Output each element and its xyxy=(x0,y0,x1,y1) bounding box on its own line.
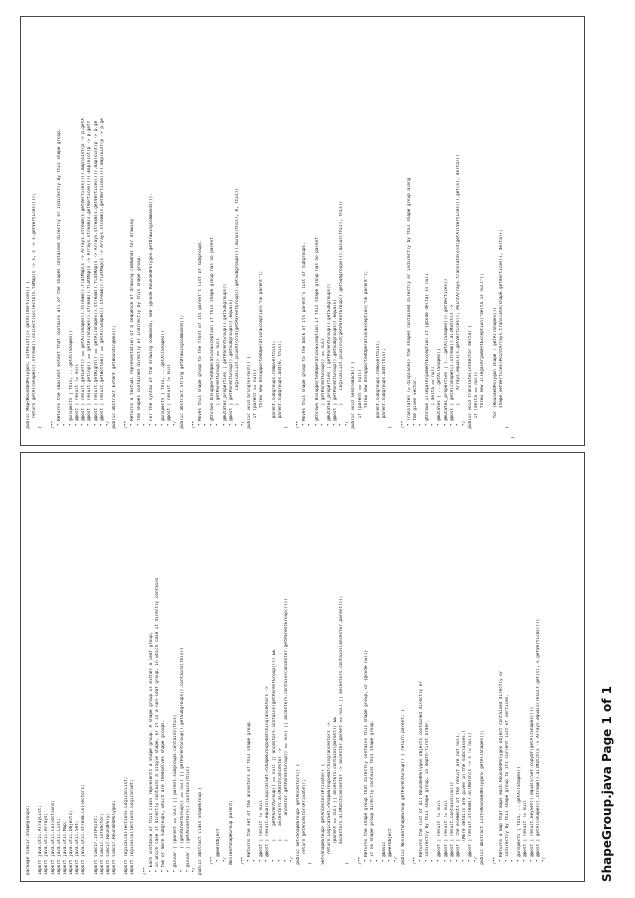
code-line: * indirectly by this shape group, in depth-first order. xyxy=(425,719,431,875)
code-line: import java.util.List; xyxy=(56,818,62,875)
code-line: import simcir.RoundPoly; xyxy=(105,812,111,875)
code-line: */ xyxy=(345,420,351,439)
code-line: import simcir.IntPoint; xyxy=(93,815,99,875)
code-line: parent.subgroups.remove(this); xyxy=(376,340,382,439)
code-line: * | Arrays.equals(s.getVertices(), PointArrays.translate(old(getAllVertices()).get(s), delta))) xyxy=(455,154,461,439)
code-line: } xyxy=(345,862,351,875)
code-line: * @post | result != null xyxy=(443,799,449,875)
code-line: * | getParentGroup() == null xyxy=(320,338,326,439)
code-line: * Returns a map that maps each RoundedPolygon object contained directly or xyxy=(498,670,504,875)
code-line: * Returns a textual representation of a sequence of drawing commands for drawing xyxy=(130,219,136,439)
code-line: import simcir.RoundedPolygon; xyxy=(111,799,117,875)
code-line: * @inspects | this, ...getAllShapes() xyxy=(68,330,74,439)
code-line: public NonleafShapeGroup getParentGroup() { return parent; } xyxy=(400,709,406,875)
code-line: * @post | result.getRight() == getAllShapes().stream().flatMap(s -> Arrays.stream(s.getVertices())).mapToInt(p -> p.ge xyxy=(93,120,99,439)
code-line: public abstract List<RoundedPolygon> getAllShapes(); xyxy=(480,730,486,875)
code-line: /** xyxy=(357,856,363,875)
code-line: } xyxy=(38,426,44,439)
code-line: * @peerObject xyxy=(388,828,394,875)
code-line: import java.util.Arrays; xyxy=(44,812,50,875)
code-line: /** xyxy=(492,856,498,875)
code-line: */ xyxy=(222,856,228,875)
code-line: public abstract Extent getBoundingBox(); xyxy=(111,325,117,439)
code-line: NonleafShapeGroup parent; xyxy=(228,799,234,875)
code-line: * @post | result.stream().allMatch(s -> s != null) xyxy=(468,732,474,875)
code-column-right xyxy=(20,16,585,446)
code-line: * xyxy=(431,859,437,875)
code-line: parent.subgroups.remove(this); xyxy=(271,340,277,439)
code-line: * two or more subgroups, which are themselves shape groups. xyxy=(161,719,167,875)
code-line: for (RoundedPolygon shape : getAllShapes()) xyxy=(492,307,498,439)
code-line: /** xyxy=(124,420,130,439)
code-line: * | (getParentGroup() == null || getParentGroup().getSubgroups().contains(this)) xyxy=(179,647,185,875)
code-line: */ xyxy=(240,420,246,439)
code-line: * @mutates_properties | getParentGroup().getSubgroups() xyxy=(326,283,332,439)
code-line: * xyxy=(154,423,160,439)
code-line: public abstract class ShapeGroup { xyxy=(197,787,203,875)
code-line: } xyxy=(308,862,314,875)
page-header-title: ShapeGroup.java Page 1 of 1 xyxy=(600,685,614,882)
code-line: * if no shape group directly contains this shape group. xyxy=(369,719,375,875)
code-line: * in which case it directly contains a single shape, or it is a non-leaf group, in which case it directly contains xyxy=(154,577,160,875)
code-line: * the given vector. xyxy=(412,376,418,439)
code-line: * (More details are given in the subclasses.) xyxy=(461,730,467,875)
code-line: import logicalcollections.LogicalList; xyxy=(124,776,130,875)
code-line: import java.util.ArrayList; xyxy=(38,805,44,875)
code-line: if (parent == null) xyxy=(357,369,363,439)
code-line: /** xyxy=(412,856,418,875)
code-line: /** xyxy=(296,420,302,439)
code-line: * | LogicalList.plus(old(getParentGroup().getSubgroups()).minus(this), this)) xyxy=(339,201,345,439)
code-line: * For the syntax of the drawing commands, see {@code RoundedPolygon.getDrawingCommands()}. xyxy=(148,193,154,439)
code-line: * xyxy=(308,423,314,439)
code-line: * | LogicalList.plusAt(old(getParentGroup().getSubgroups()).minus(this), 0, this)) xyxy=(234,188,240,439)
code-line: return LogicalSet.<ShapeGroup>matching(ancestors -> xyxy=(326,722,332,875)
code-line: /** xyxy=(142,867,148,875)
code-line: * xyxy=(204,423,210,439)
code-line: */ xyxy=(173,420,179,439)
code-line: * @post | getParentGroup().getSubgroups().equals( xyxy=(333,299,339,439)
code-line: * @throws UnsupportedOperationException if this shape group has no parent xyxy=(210,237,216,439)
code-line: * @inspects | this, ...getAllShapes() xyxy=(517,766,523,875)
code-line: * | getParentGroup() == null xyxy=(216,338,222,439)
code-column-left xyxy=(20,452,585,882)
code-line: * | ancestors.allMatch(ancestor -> xyxy=(277,748,283,875)
code-line: if (parent == null) xyxy=(253,369,259,439)
code-line: shape.setVertices(PointArrays.translate(shape.getVertices(), delta)); xyxy=(498,229,504,439)
code-line: * @peerObject xyxy=(216,828,222,875)
code-line: * @inspects | this, ...getAllShapes() xyxy=(161,330,167,439)
code-line: * @mutates_properties | (...getAllShapes()).getVertices() xyxy=(443,278,449,439)
code-line: * Translates (= displaces) the shapes contained directly or indirectly by this shape group along xyxy=(406,177,412,439)
code-line: import java.util.Map; xyxy=(62,820,68,875)
code-line: * Returns the list of all RoundedPolygon objects contained directly or xyxy=(419,680,424,875)
code-line: /** xyxy=(400,420,406,439)
code-line: package simcir.shapegroups; xyxy=(26,805,31,875)
code-line: * @post | result != null xyxy=(437,799,443,875)
code-line: * @post | The elements of the result are not null. xyxy=(455,732,461,875)
code-line: */ xyxy=(191,867,197,875)
code-line: * @post | result != null xyxy=(259,799,265,875)
code-line: * Each instance of this class represents a shape group. A shape group is either a leaf group, xyxy=(148,631,154,875)
code-line: public void bringToFront() { xyxy=(247,356,253,439)
code-line: throw new IllegalArgumentException("delta is null"); xyxy=(480,273,486,439)
code-line: * @post | result.keySet().equals(Set.copyOf(getAllShapes())) xyxy=(529,706,535,875)
code-line: /** xyxy=(210,856,216,875)
code-line: * the shapes contained directly or indirectly by this shape group. xyxy=(136,255,142,439)
code-line: public abstract String getDrawingCommands(); xyxy=(179,314,185,439)
code-line: * Moves this shape group to the back of its parent's list of subgroups. xyxy=(302,242,308,439)
code-line: * @invar | (getAncestors().contains(this) xyxy=(185,766,191,875)
code-line: parent.subgroups.add(this); xyxy=(382,348,388,439)
code-line: import java.util.stream.Collectors; xyxy=(81,784,87,875)
code-line: * xyxy=(253,859,259,875)
code-line: * Returns the shape group that directly contains this shape group, or {@code null} xyxy=(363,649,369,875)
code-line: */ xyxy=(541,856,547,875)
code-line: return getAncestorsPrivate(); xyxy=(302,779,308,875)
code-line: * @post | result != null xyxy=(167,363,173,439)
code-line: public Set<ShapeGroup> getAncestors() { xyxy=(296,763,302,875)
code-line: */ xyxy=(461,420,467,439)
code-line: * @post | result != null xyxy=(75,363,81,439)
code-line: * @post | result.equals(LogicalSet.<ShapeGroup>matching(ancestors -> xyxy=(265,686,271,875)
code-line: * xyxy=(167,869,173,875)
code-line: public void sendToBack() { xyxy=(351,361,357,439)
code-line: import java.util.Objects; xyxy=(68,810,74,875)
code-line: * xyxy=(511,859,517,875)
code-line: * xyxy=(419,423,424,439)
code-line: * xyxy=(142,423,148,439)
code-line: * @post | result != null xyxy=(523,799,529,875)
code-line: throw new UnsupportedOperationException("no parent"); xyxy=(363,270,369,439)
code-line: */ xyxy=(394,856,400,875)
code-line: * @throws UnsupportedOperationException if this shape group has no parent xyxy=(314,237,320,439)
code-line: * @post | result.getBottom() == getAllShapes().stream().flatMap(s -> Arrays.stream(s.getVertices())).mapToInt(p -> p.ge xyxy=(99,118,105,439)
code-line: Set<ShapeGroup> getAncestorsPrivate() { xyxy=(320,763,326,875)
code-line: * @post | getAllShapes().stream().allMatch(s -> Arrays.equals(result.get(s), s.getVertices())) xyxy=(535,618,541,875)
code-line: } xyxy=(388,426,394,439)
code-line: import simcir.IntVector; xyxy=(99,812,105,875)
code-line: public void translate(IntVector delta) { xyxy=(468,325,474,439)
code-line: * Moves this shape group to the front of its parent's list of subgroups. xyxy=(197,239,203,439)
code-line: * @post | result.getLeft() == getAllShapes().stream().flatMap(s -> Arrays.stream(s.getVertices())).mapToInt(p -> p.getX xyxy=(81,118,87,439)
code-line: /** xyxy=(50,420,56,439)
code-line: import java.util.Set; xyxy=(75,820,81,875)
code-line: * @post | result.getTop() == getAllShapes().stream().flatMap(s -> Arrays.stream(s.getVertices())).mapToInt(p -> p.getY xyxy=(87,120,93,439)
code-line: * indirectly by this shape group to its current list of vertices. xyxy=(504,693,510,875)
code-line: */ xyxy=(290,856,296,875)
code-line: ancestors.allMatch(ancestor -> ancestor.parent == null || ancestors.contains(ancestor.parent))); xyxy=(339,595,345,875)
code-line: } xyxy=(283,426,289,439)
code-line: /** xyxy=(191,420,197,439)
code-line: * Returns the set of the ancestors of this shape group. xyxy=(247,719,253,875)
code-line: * | getParentGroup() == null || ancestors.contains(getParentGroup())) && xyxy=(271,649,277,875)
code-line: */ xyxy=(105,420,111,439)
code-line: * xyxy=(62,423,68,439)
code-line: public Map<RoundedPolygon, IntPoint[]> getAllVertices() { xyxy=(26,281,31,439)
code-line: parent.subgroups.add(0, this); xyxy=(277,340,283,439)
code-line: * @mutates | ...getAllShapes() xyxy=(437,348,443,439)
code-line: } xyxy=(504,426,510,439)
code-line: * @invar | (parent == null || parent.subgroups.contains(this) xyxy=(173,714,179,875)
code-line: * | delta == null xyxy=(431,366,437,439)
code-line: * @throws IllegalArgumentException if {@code delta} is null xyxy=(425,273,431,439)
code-line: */ xyxy=(474,856,480,875)
code-line: * @post | result.contains(null) xyxy=(449,781,455,875)
code-line: throw new UnsupportedOperationException("no parent"); xyxy=(259,270,265,439)
code-line: if (delta == null) xyxy=(474,371,480,439)
code-line: (parent == null || ancestors.contains(parent)) && xyxy=(333,717,339,875)
code-line: * Returns the smallest extent that contains all of the shapes contained directly or indirectly by this shape group. xyxy=(56,128,62,439)
code-line: import java.util.Collections; xyxy=(50,799,56,875)
code-line: * @basic xyxy=(382,841,388,875)
code-line: /** xyxy=(240,856,246,875)
code-line: * | ancestor.getParentGroup() == null || ancestors.contains(ancestor.getParentGroup()))) xyxy=(283,598,289,875)
code-line: import logicalcollections.LogicalSet; xyxy=(130,779,136,875)
code-line: return getAllShapes().stream().collect(Collectors.toMap(s -> s, s -> s.getVertices())); xyxy=(32,193,38,439)
code-line: } xyxy=(511,436,517,439)
code-line: * @post | getParentGroup().getSubgroups().equals( xyxy=(228,299,234,439)
code-line: * @mutates_properties | getParentGroup().getSubgroups() xyxy=(222,283,228,439)
code-line: * xyxy=(376,859,382,875)
code-line: * @post | getAllShapes().stream().allMatch(s -> xyxy=(449,304,455,439)
